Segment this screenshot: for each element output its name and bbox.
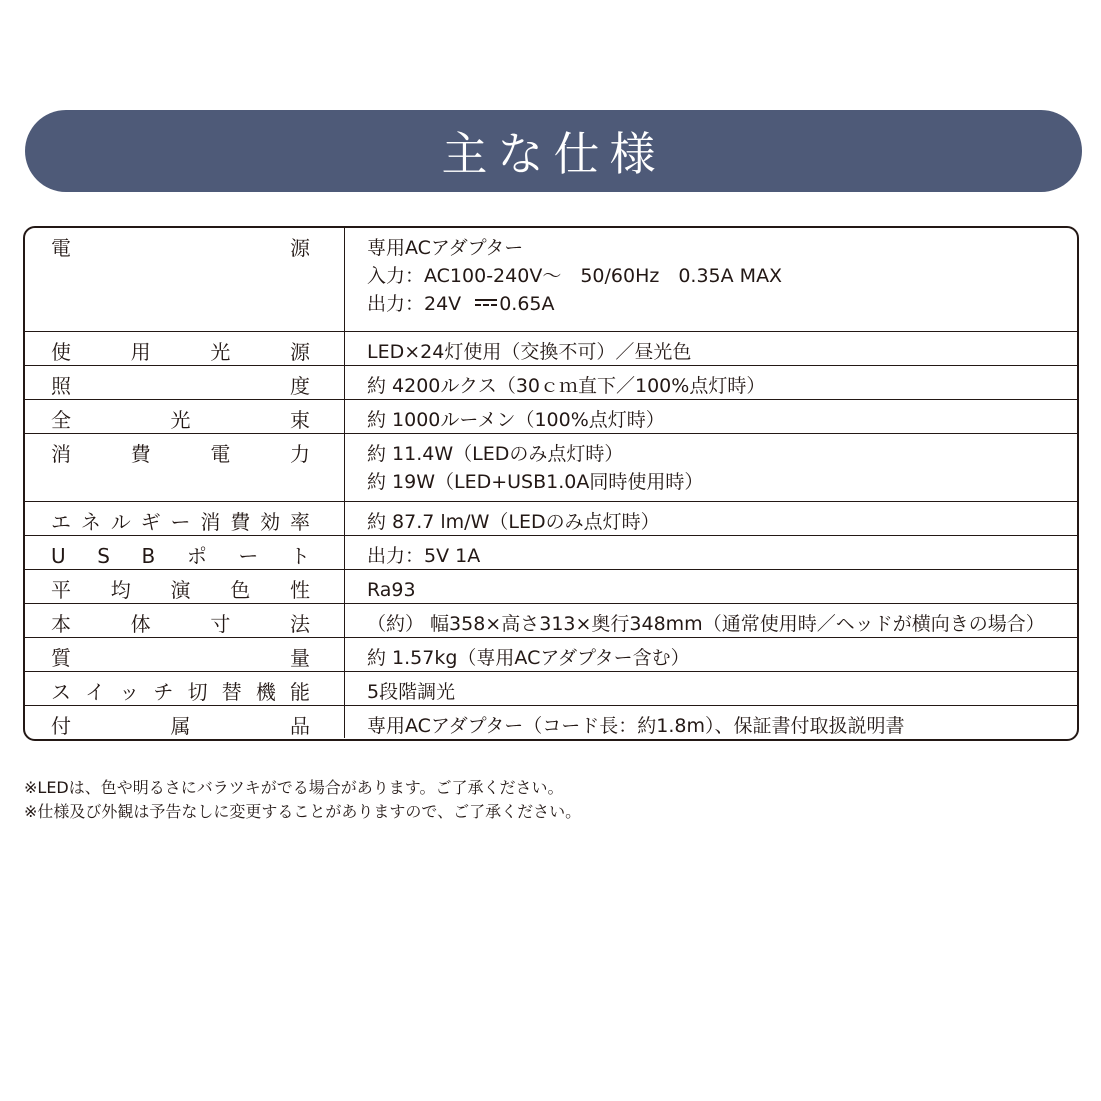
value-line: 約 4200ルクス（30ｃｍ直下／100%点灯時） [367,375,766,397]
label-char: U [51,544,66,568]
label-char: 電 [51,236,71,260]
label-char: 機 [255,680,276,704]
label-char: 寸 [210,612,231,636]
label-char: 品 [290,714,310,738]
spec-value [345,638,1077,671]
label-char: ネ [80,510,101,534]
label-char: 能 [289,680,310,704]
spec-value [345,228,1077,331]
footnote: ※仕様及び外観は予告なしに変更することがありますので、ご了承ください。 [24,802,582,821]
spec-row-illuminance [25,366,1077,400]
spec-value [345,570,1077,603]
spec-label [25,706,345,738]
label-char: ト [289,544,310,568]
label-char: ポ [186,544,207,568]
spec-row-power-source [25,228,1077,332]
label-char: 照 [51,374,71,398]
page-title: 主な仕様 [441,127,666,181]
label-char: ー [238,544,259,568]
label-char: 費 [130,442,151,466]
spec-label [25,570,345,603]
label-char: B [141,544,156,568]
spec-label [25,400,345,433]
value-line: 約 1.57kg（専用ACアダプター含む） [367,647,690,669]
value-line: 5段階調光 [367,681,456,703]
label-char: 属 [170,714,191,738]
spec-label [25,228,345,331]
spec-row-weight [25,638,1077,672]
label-char: 効 [260,510,281,534]
value-line: （約） 幅358×高さ313×奥行348mm（通常使用時／ヘッドが横向きの場合） [367,613,1045,635]
spec-table [23,226,1079,741]
label-char: 使 [51,340,71,364]
spec-value [345,502,1077,535]
value-line: 約 87.7 lm/W（LEDのみ点灯時） [367,511,660,533]
spec-label [25,366,345,399]
spec-row-dimensions [25,604,1077,638]
label-char: 源 [289,340,310,364]
spec-label [25,536,345,569]
label-char: 束 [290,408,310,432]
label-char: 法 [289,612,310,636]
spec-row-accessories [25,706,1077,738]
value-line: 約 1000ルーメン（100%点灯時） [367,409,665,431]
spec-label [25,672,345,705]
label-char: 替 [221,680,242,704]
footnote: ※LEDは、色や明るさにバラツキがでる場合があります。ご了承ください。 [24,778,564,797]
label-char: ー [170,510,191,534]
label-char: 光 [170,408,191,432]
value-line: Ra93 [367,579,416,601]
label-char: 力 [289,442,310,466]
label-char: 量 [290,646,310,670]
spec-value [345,604,1077,637]
spec-label [25,332,345,365]
spec-row-light-source [25,332,1077,366]
spec-label [25,638,345,671]
value-line: 入力：AC100-240V～ 50/60Hz 0.35A MAX [367,265,783,287]
value-line [367,290,1077,318]
spec-row-power-consumption [25,434,1077,502]
label-char: S [97,544,110,568]
spec-label [25,502,345,535]
label-char: 体 [130,612,151,636]
dc-current-icon [475,299,497,307]
label-char: 度 [290,374,310,398]
title-banner [25,110,1082,192]
label-char: 平 [51,578,71,602]
label-char: 消 [51,442,71,466]
label-char: 切 [187,680,208,704]
label-char: 質 [51,646,71,670]
label-char: 演 [170,578,191,602]
spec-row-color-rendering [25,570,1077,604]
label-char: 率 [290,510,310,534]
label-char: 消 [200,510,221,534]
label-char: イ [85,680,106,704]
label-char: ス [51,680,71,704]
label-char: ギ [140,510,161,534]
spec-value [345,706,1077,738]
value-line: 出力：5V 1A [367,545,481,567]
label-char: 源 [290,236,310,260]
value-line: 約 11.4W（LEDのみ点灯時） [367,443,624,465]
output-voltage: 出力：24V [367,293,462,315]
label-char: 費 [230,510,251,534]
label-char: 色 [230,578,251,602]
label-char: 付 [51,714,71,738]
label-char: 本 [51,612,71,636]
spec-row-usb-port [25,536,1077,570]
label-char: 全 [51,408,71,432]
spec-value [345,400,1077,433]
footnotes [24,776,581,824]
spec-value [345,366,1077,399]
spec-value [345,332,1077,365]
value-line: LED×24灯使用（交換不可）／昼光色 [367,341,692,363]
label-char: 均 [110,578,131,602]
value-line: 専用ACアダプター（コード長：約1.8m）、保証書付取扱説明書 [367,715,905,737]
spec-value [345,672,1077,705]
value-line: 約 19W（LED+USB1.0A同時使用時） [367,471,704,493]
spec-value [345,536,1077,569]
label-char: ッ [119,680,140,704]
spec-row-energy-efficiency [25,502,1077,536]
spec-label [25,604,345,637]
spec-row-switch-function [25,672,1077,706]
label-char: 光 [210,340,231,364]
label-char: ル [110,510,131,534]
value-line: 専用ACアダプター [367,237,524,259]
label-char: 用 [130,340,151,364]
label-char: チ [153,680,174,704]
label-char: 性 [290,578,310,602]
label-char: エ [51,510,71,534]
spec-label [25,434,345,501]
spec-value [345,434,1077,501]
spec-row-luminous-flux [25,400,1077,434]
label-char: 電 [210,442,231,466]
output-current: 0.65A [499,293,555,315]
